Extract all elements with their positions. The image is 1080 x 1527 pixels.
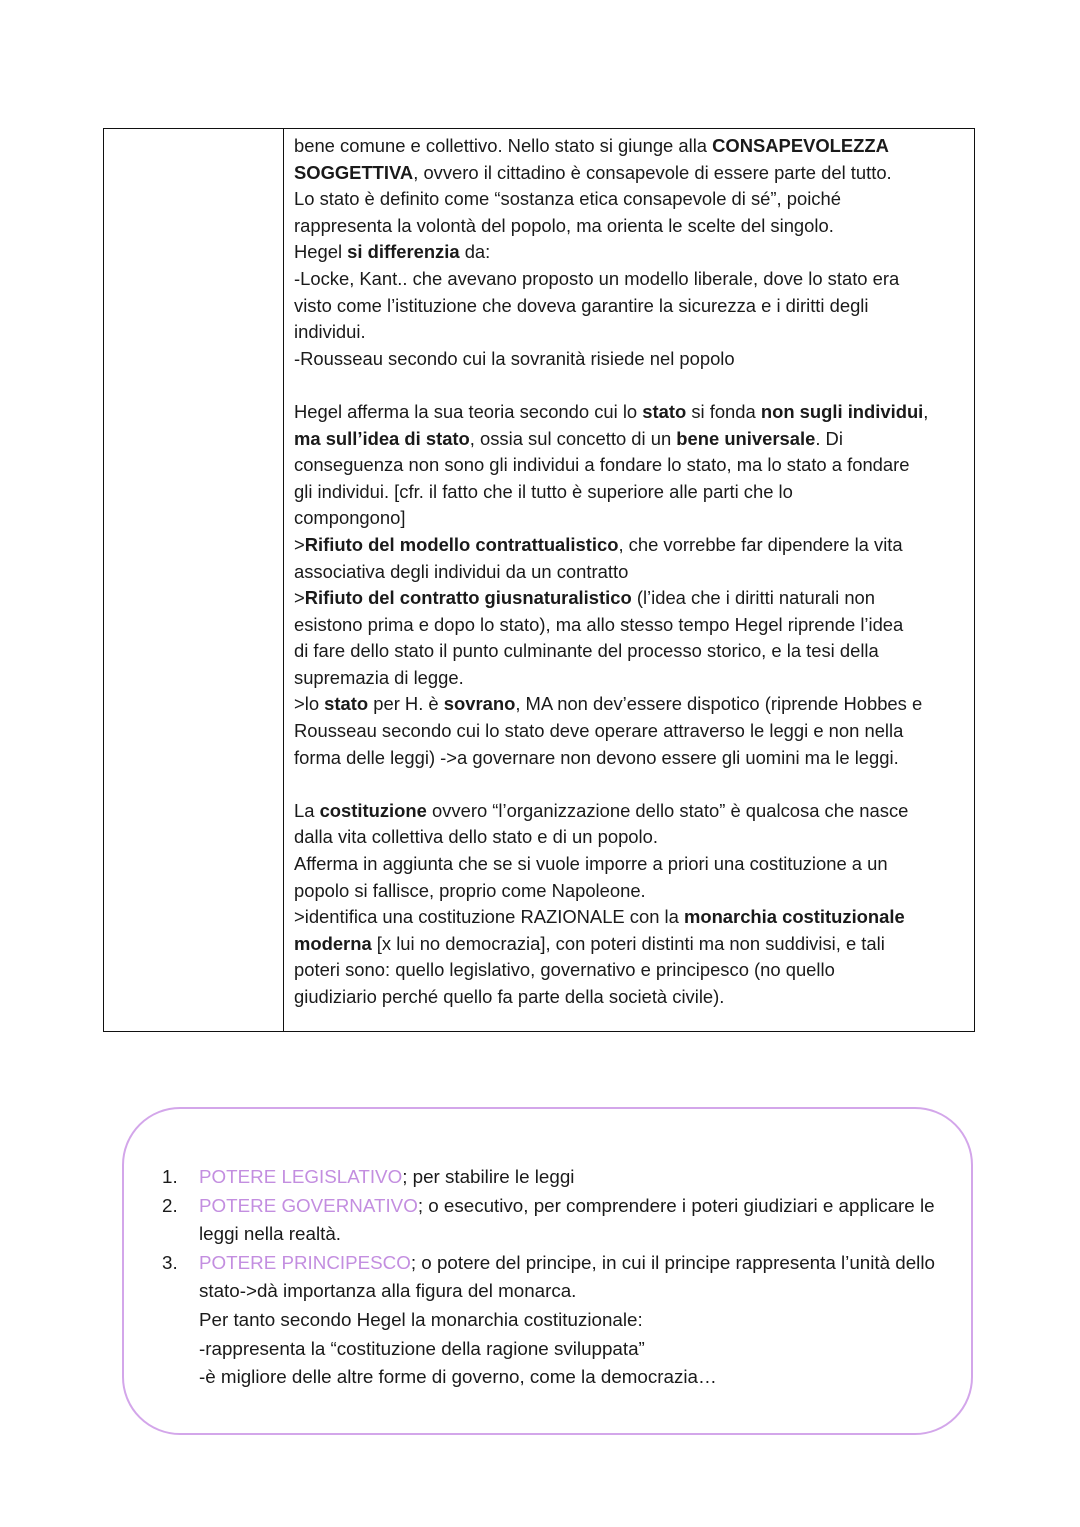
bold-text: Rifiuto del modello contrattualistico	[304, 533, 619, 555]
bold-text: costituzione	[319, 799, 427, 821]
bold-text: ma sull’idea di stato	[294, 427, 470, 449]
text-segment: , che vorrebbe far dipendere la vita	[618, 533, 903, 555]
text-segment: Rousseau secondo cui lo stato deve operare attraverso le leggi e non nella	[294, 720, 904, 742]
text-line	[294, 426, 964, 453]
power-description: ; o potere del principe, in cui il principe rappresenta l’unità dello	[410, 1251, 935, 1273]
text-segment: La	[294, 799, 320, 821]
text-segment: , MA non dev’essere dispotico (riprende Hobbes e	[515, 693, 923, 715]
text-segment: ,	[923, 400, 929, 422]
text-line	[294, 718, 964, 745]
text-segment: individui.	[294, 321, 366, 343]
text-segment: >identifica una costituzione RAZIONALE con la	[294, 906, 684, 928]
text-segment: compongono]	[294, 507, 406, 529]
bold-text: si differenzia	[347, 241, 460, 263]
text-segment: per H. è	[368, 693, 444, 715]
text-segment: si fonda	[686, 400, 761, 422]
bold-text: Rifiuto del contratto giusnaturalistico	[304, 587, 632, 609]
text-segment: Lo stato è definito come “sostanza etica consapevole di sé”, poiché	[294, 188, 841, 210]
bold-text: stato	[642, 400, 687, 422]
power-term: POTERE GOVERNATIVO	[199, 1194, 418, 1216]
text-segment: popolo si fallisce, proprio come Napoleone.	[294, 879, 646, 901]
power-term: POTERE LEGISLATIVO	[199, 1166, 403, 1187]
bold-text: non sugli individui	[760, 400, 924, 422]
text-line	[294, 319, 964, 346]
text-line	[294, 505, 964, 532]
text-segment: da:	[459, 241, 491, 263]
bold-text: sovrano	[443, 693, 516, 715]
text-segment: -Rousseau secondo cui la sovranità risiede nel popolo	[294, 347, 735, 369]
list-item-continuation: stato->dà importanza alla figura del monarca.	[199, 1280, 577, 1302]
text-line	[294, 532, 964, 559]
text-line	[294, 931, 964, 958]
blank-line	[294, 771, 964, 798]
list-item-continuation: -rappresenta la “costituzione della ragione sviluppata”	[199, 1337, 645, 1359]
text-line	[294, 798, 964, 825]
text-line	[294, 612, 964, 639]
list-item-continuation: leggi nella realtà.	[199, 1223, 341, 1245]
text-line	[294, 293, 964, 320]
text-line	[294, 984, 964, 1011]
text-line	[294, 239, 964, 266]
blank-line	[294, 372, 964, 399]
text-segment: . Di	[815, 427, 843, 449]
text-line	[294, 559, 964, 586]
powers-list	[162, 1163, 935, 1392]
table-right-cell	[294, 133, 964, 1011]
text-line	[294, 824, 964, 851]
text-segment: esistono prima e dopo lo stato), ma allo stesso tempo Hegel riprende l’idea	[294, 613, 904, 635]
table-left-cell	[104, 129, 284, 1031]
list-number: 1.	[162, 1166, 178, 1187]
text-line	[294, 186, 964, 213]
text-line	[294, 745, 964, 772]
power-description: ; per stabilire le leggi	[402, 1166, 575, 1187]
text-line	[294, 479, 964, 506]
power-term: POTERE PRINCIPESCO	[199, 1251, 411, 1273]
bold-text: stato	[324, 693, 369, 715]
bold-text: CONSAPEVOLEZZA	[712, 135, 889, 156]
text-segment: di fare dello stato il punto culminante del processo storico, e la tesi della	[294, 640, 879, 662]
text-line	[294, 160, 964, 187]
list-item-continuation: Per tanto secondo Hegel la monarchia costituzionale:	[199, 1308, 643, 1330]
text-segment: forma delle leggi) ->a governare non devono essere gli uomini ma le leggi.	[294, 746, 899, 768]
text-segment: bene comune e collettivo. Nello stato si giunge alla	[294, 135, 713, 156]
list-item-continuation: -è migliore delle altre forme di governo, come la democrazia…	[199, 1366, 717, 1388]
text-segment: (l’idea che i diritti naturali non	[631, 587, 876, 609]
bold-text: SOGGETTIVA	[294, 161, 414, 183]
text-segment: visto come l’istituzione che doveva garantire la sicurezza e i diritti degli	[294, 294, 869, 316]
text-line	[294, 957, 964, 984]
text-line	[294, 585, 964, 612]
text-segment: Hegel afferma la sua teoria secondo cui lo	[294, 400, 643, 422]
text-segment: [x lui no democrazia], con poteri distinti ma non suddivisi, e tali	[371, 932, 885, 954]
text-segment: gli individui. [cfr. il fatto che il tutto è superiore alle parti che lo	[294, 480, 793, 502]
bold-text: bene universale	[676, 427, 816, 449]
text-line	[294, 851, 964, 878]
list-item	[162, 1249, 935, 1278]
text-segment: , ossia sul concetto di un	[469, 427, 677, 449]
text-segment: dalla vita collettiva dello stato e di un popolo.	[294, 826, 658, 848]
text-line	[294, 904, 964, 931]
text-line	[294, 878, 964, 905]
text-line	[294, 665, 964, 692]
text-line	[294, 399, 964, 426]
notes-table	[103, 128, 975, 1032]
text-segment: rappresenta la volontà del popolo, ma orienta le scelte del singolo.	[294, 214, 834, 236]
text-segment: poteri sono: quello legislativo, governativo e principesco (no quello	[294, 959, 835, 981]
text-line	[294, 638, 964, 665]
text-segment: giudiziario perché quello fa parte della società civile).	[294, 986, 725, 1007]
text-line	[294, 266, 964, 293]
text-segment: >lo	[294, 693, 325, 715]
bold-text: monarchia costituzionale	[683, 906, 905, 928]
text-segment: conseguenza non sono gli individui a fondare lo stato, ma lo stato a fondare	[294, 454, 910, 476]
text-segment: ovvero “l’organizzazione dello stato” è qualcosa che nasce	[426, 799, 909, 821]
list-item	[162, 1192, 935, 1221]
power-description: ; o esecutivo, per comprendere i poteri giudiziari e applicare le	[417, 1194, 935, 1216]
text-line	[294, 213, 964, 240]
text-line	[294, 452, 964, 479]
text-line	[294, 691, 964, 718]
text-line	[294, 346, 964, 373]
text-segment: associativa degli individui da un contratto	[294, 560, 629, 582]
list-number: 2.	[162, 1194, 178, 1216]
text-line	[294, 133, 964, 160]
list-number: 3.	[162, 1251, 178, 1273]
text-segment: >	[294, 533, 305, 555]
text-segment: -Locke, Kant.. che avevano proposto un modello liberale, dove lo stato era	[294, 267, 900, 289]
text-segment: Afferma in aggiunta che se si vuole imporre a priori una costituzione a un	[294, 853, 888, 875]
list-item	[162, 1163, 935, 1192]
text-segment: supremazia di legge.	[294, 666, 464, 688]
text-segment: , ovvero il cittadino è consapevole di essere parte del tutto.	[413, 161, 892, 183]
bold-text: moderna	[294, 932, 372, 954]
text-segment: >	[294, 587, 305, 609]
text-segment: Hegel	[294, 241, 348, 263]
